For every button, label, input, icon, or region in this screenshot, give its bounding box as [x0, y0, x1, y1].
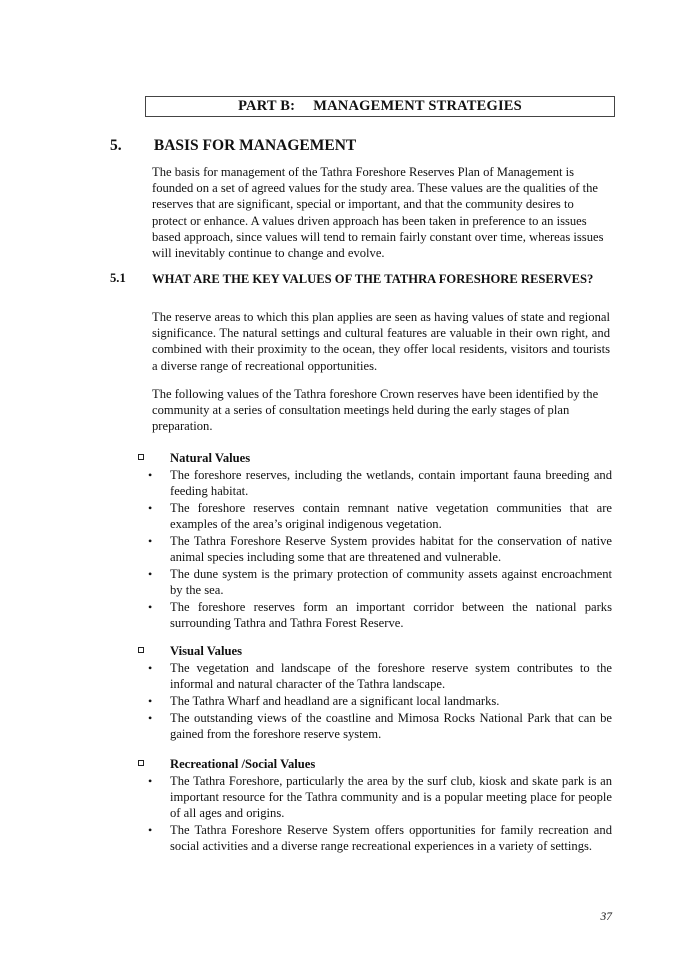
list-item: • The foreshore reserves contain remnant native vegetation communities that are examples of the area’s original indigenous vegetation.	[148, 500, 612, 532]
bullet-list	[148, 773, 612, 855]
subsection-paragraph-2: The following values of the Tathra foreshore Crown reserves have been identified by the community at a series of consultation meetings held during the early stages of plan preparation.	[152, 387, 599, 434]
list-item: • The Tathra Foreshore Reserve System provides habitat for the conservation of native animal species including some that are threatened and vulnerable.	[148, 533, 612, 565]
section-title: BASIS FOR MANAGEMENT	[153, 137, 357, 154]
value-group-heading: Recreational /Social Values	[152, 756, 612, 772]
bullet-icon: •	[148, 566, 153, 581]
bullet-icon: •	[148, 468, 153, 482]
bullet-icon: •	[148, 823, 153, 838]
subsection-number: 5.1	[110, 271, 126, 285]
bullet-list	[148, 467, 612, 631]
value-group-heading: Natural Values	[152, 450, 612, 466]
bullet-icon: •	[148, 500, 153, 515]
value-group-recreational	[148, 756, 612, 855]
checkbox-square-icon	[138, 760, 144, 766]
section-heading	[110, 137, 356, 155]
part-title: MANAGEMENT STRATEGIES	[313, 98, 522, 114]
list-item: • The dune system is the primary protection of community assets against encroachment by the sea.	[148, 566, 612, 597]
bullet-icon: •	[148, 693, 153, 708]
bullet-icon: •	[148, 774, 153, 788]
value-group-visual	[148, 643, 612, 743]
part-label: PART B:	[238, 98, 296, 114]
list-item: • The Tathra Wharf and headland are a significant local landmarks.	[148, 693, 500, 708]
bullet-icon: •	[148, 710, 153, 725]
value-group-natural	[148, 450, 612, 632]
section-paragraph: The basis for management of the Tathra Foreshore Reserves Plan of Management is founded on a set of agreed values for the study area. These values are the qualities of the reserves that are significant, special or important, and that the community desires to protect or enhance. A values driven approach has been taken in preference to an issues based approach, since values will tend to remain fairly constant over time, whereas issues will inevitably continue to change and evolve.	[152, 165, 604, 261]
subsection-title: WHAT ARE THE KEY VALUES OF THE TATHRA FORESHORE RESERVES?	[152, 272, 594, 286]
section-number: 5.	[110, 137, 122, 154]
bullet-icon: •	[148, 599, 153, 614]
part-title-box	[145, 96, 615, 117]
checkbox-square-icon	[138, 647, 144, 653]
bullet-icon: •	[148, 661, 153, 675]
list-item: • The vegetation and landscape of the foreshore reserve system contributes to the informal and natural character of the Tathra landscape.	[148, 661, 612, 692]
bullet-list	[148, 660, 612, 742]
value-group-heading: Visual Values	[152, 643, 612, 659]
page-number: 37	[600, 911, 612, 923]
list-item: • The foreshore reserves form an important corridor between the national parks surrounding Tathra and Tathra Forest Reserve.	[148, 599, 612, 630]
list-item: • The Tathra Foreshore, particularly the area by the surf club, kiosk and skate park is an important resource for the Tathra community and is a popular meeting place for people of all ages and origins.	[148, 774, 612, 821]
bullet-icon: •	[148, 533, 153, 548]
list-item: • The foreshore reserves, including the wetlands, contain important fauna breeding and feeding habitat.	[148, 468, 612, 499]
list-item: • The outstanding views of the coastline and Mimosa Rocks National Park that can be gained from the foreshore reserve system.	[148, 710, 612, 741]
checkbox-square-icon	[138, 454, 144, 460]
subsection-paragraph-1: The reserve areas to which this plan applies are seen as having values of state and regional significance. The natural settings and cultural features are valuable in their own right, and combined with their proximity to the ocean, they offer local residents, visitors and tourists a diverse range of recreational opportunities.	[152, 310, 610, 373]
list-item: • The Tathra Foreshore Reserve System offers opportunities for family recreation and social activities and a diverse range recreational experiences in a variety of settings.	[148, 823, 612, 854]
